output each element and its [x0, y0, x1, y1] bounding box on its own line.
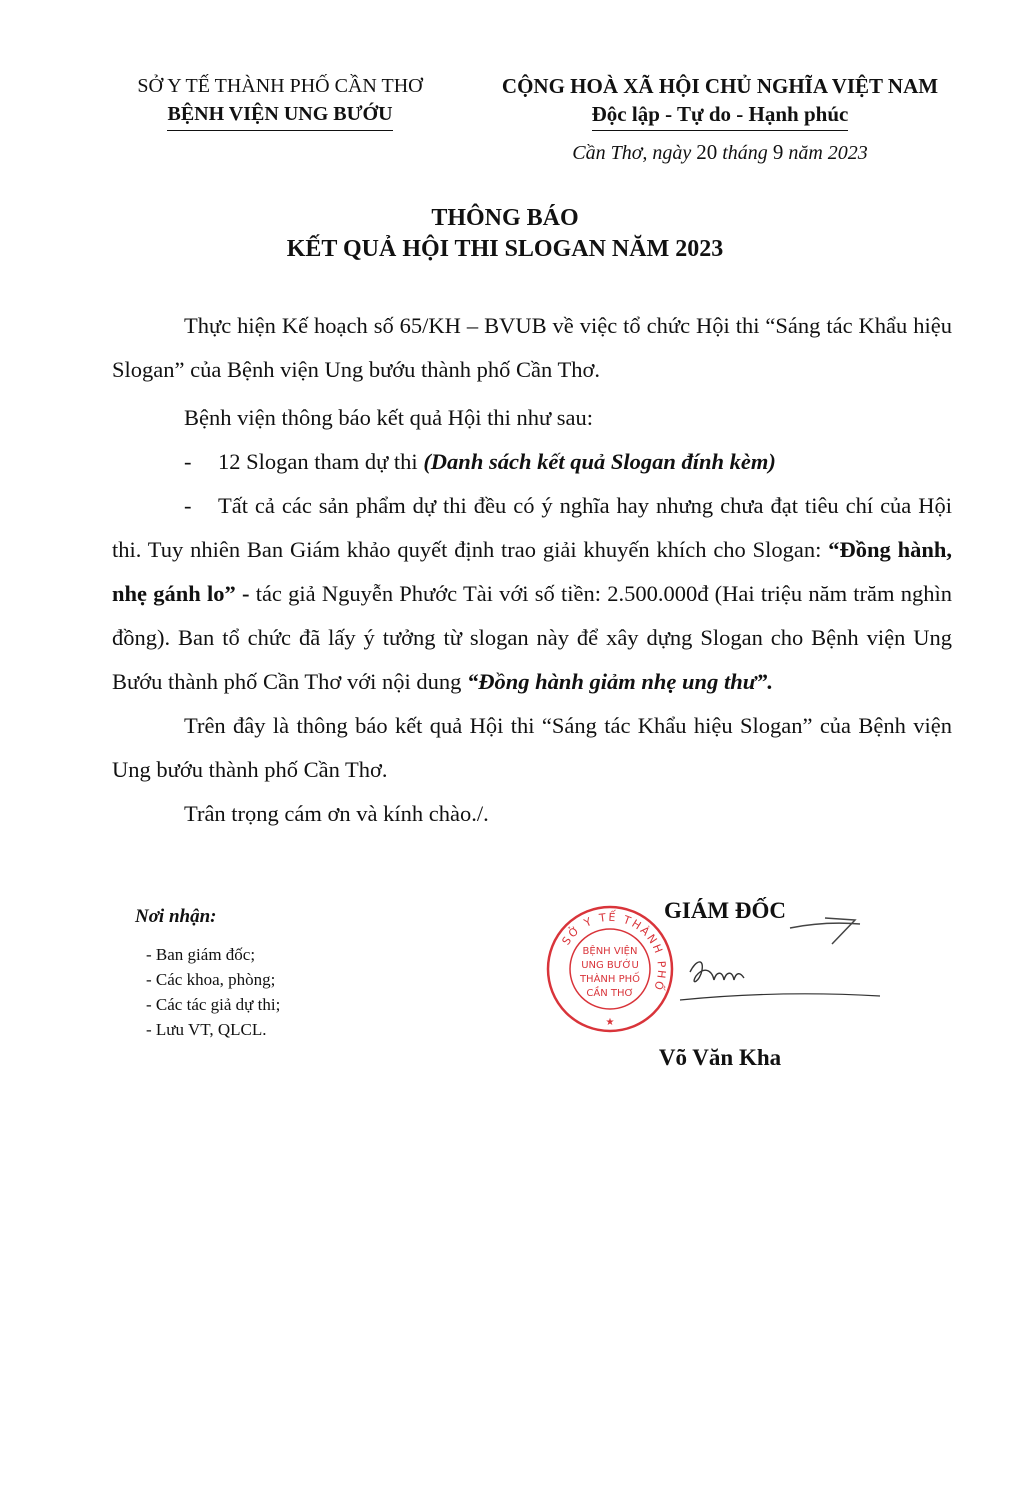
paragraph-4: Trân trọng cám ơn và kính chào./. — [184, 801, 489, 826]
body-text — [112, 304, 952, 836]
motto: Độc lập - Tự do - Hạnh phúc — [592, 100, 849, 131]
bullet-1-text: 12 Slogan tham dự thi — [218, 449, 418, 474]
recipient-item: - Các tác giả dự thi; — [146, 995, 281, 1014]
paragraph-3: Trên đây là thông báo kết quả Hội thi “Sáng tác Khẩu hiệu Slogan” của Bệnh viện Ung bướu thành phố Cần Thơ. — [112, 713, 952, 782]
bullet-2-text-b: tác giả Nguyễn Phước Tài với số tiền: 2.500.000đ (Hai triệu năm trăm nghìn đồng). Ban tổ chức đã lấy ý tưởng từ slogan này để xây dựng Slogan cho Bệnh viện Ung Bướu thành phố Cần Thơ với nội dung — [112, 581, 952, 694]
recipient-item: - Ban giám đốc; — [146, 945, 256, 964]
bullet-2-text-a: Tất cả các sản phẩm dự thi đều có ý nghĩa hay nhưng chưa đạt tiêu chí của Hội thi. Tuy nhiên Ban Giám khảo quyết định trao giải khuyến khích cho Slogan: — [112, 493, 952, 562]
bullet-1-note: (Danh sách kết quả Slogan đính kèm) — [423, 449, 776, 474]
date-month-word: tháng — [722, 142, 768, 164]
date-prefix: Cần Thơ, ngày — [572, 142, 692, 164]
hospital-name: BỆNH VIỆN UNG BƯỚU — [167, 100, 392, 131]
recipients-list — [146, 942, 280, 1042]
doc-title: THÔNG BÁO — [431, 205, 579, 231]
paragraph-2: Bệnh viện thông báo kết quả Hội thi như sau: — [184, 405, 594, 430]
agency-name: SỞ Y TẾ THÀNH PHỐ CẦN THƠ — [137, 75, 423, 97]
slogan-winner: “Đồng hành, nhẹ gánh lo” - — [112, 537, 952, 606]
issuer-block — [100, 72, 460, 131]
stamp-line-1: BỆNH VIỆN — [582, 946, 638, 957]
date-month: 9 — [772, 140, 784, 164]
bullet-1 — [112, 440, 952, 484]
slogan-final: “Đồng hành giảm nhẹ ung thư”. — [466, 669, 774, 694]
date-day: 20 — [696, 140, 718, 164]
date-year: năm 2023 — [788, 142, 868, 164]
stamp-line-2: UNG BƯỚU — [581, 960, 639, 971]
signer-title: GIÁM ĐỐC — [663, 898, 787, 923]
recipients-title: Nơi nhận: — [135, 906, 217, 927]
bullet-2 — [112, 484, 952, 704]
handwritten-signature — [660, 910, 900, 1020]
recipient-item: - Lưu VT, QLCL. — [146, 1020, 267, 1039]
date-line — [480, 140, 960, 165]
bullet-dash: - — [184, 493, 192, 518]
doc-subtitle: KẾT QUẢ HỘI THI SLOGAN NĂM 2023 — [286, 236, 724, 262]
bullet-dash: - — [184, 449, 192, 474]
recipient-item: - Các khoa, phòng; — [146, 970, 276, 989]
stamp-line-3: THÀNH PHỐ — [579, 974, 641, 985]
stamp-line-4: CẦN THƠ — [586, 988, 634, 999]
signer-name: Võ Văn Kha — [658, 1045, 782, 1070]
stamp-star-icon: ★ — [605, 1017, 615, 1028]
paragraph-1: Thực hiện Kế hoạch số 65/KH – BVUB về việc tổ chức Hội thi “Sáng tác Khẩu hiệu Slogan” của Bệnh viện Ung bướu thành phố Cần Thơ. — [112, 313, 952, 382]
nation-block — [480, 72, 960, 131]
nation-name: CỘNG HOÀ XÃ HỘI CHỦ NGHĨA VIỆT NAM — [501, 74, 939, 98]
stamp-ring-text: SỞ Y TẾ THÀNH PHỐ — [559, 910, 669, 994]
